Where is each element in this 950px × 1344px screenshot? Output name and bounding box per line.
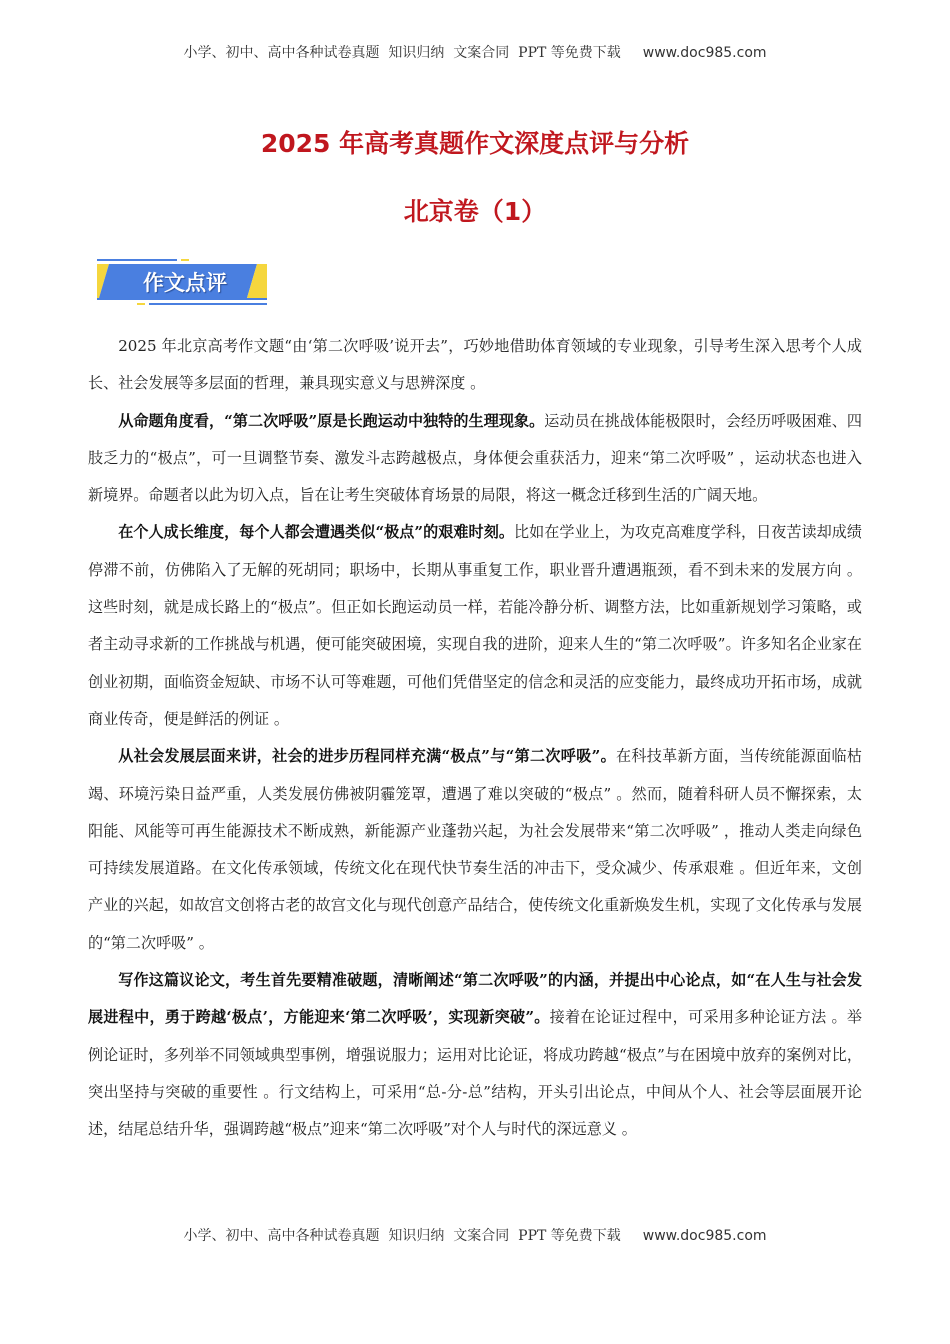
page-header xyxy=(0,42,950,62)
paragraph-text: 运动员在挑战体能极限时，会经历呼吸困难、四肢乏力的“极点”，可一旦调整节奏、激发斗志跨越极点，身体便会重获活力，迎来“第二次呼吸” ，运动状态也进入新境界。命题者以此为切入点，旨在让考生突破体育场景的局限，将这一概念迁移到生活的广阔天地。 xyxy=(88,411,862,505)
section-banner xyxy=(97,258,267,306)
document-body xyxy=(88,328,862,1149)
paragraph-text: 2025 年北京高考作文题“由‘第二次呼吸’说开去”，巧妙地借助体育领域的专业现象，引导考生深入思考个人成长、社会发展等多层面的哲理，兼具现实意义与思辨深度 。 xyxy=(88,337,862,393)
footer-url[interactable]: www.doc985.com xyxy=(642,1228,767,1244)
paragraph xyxy=(88,328,862,403)
page-footer xyxy=(0,1225,950,1245)
paragraph-text: 接着在论证过程中，可采用多种论证方法 。举例论证时，多列举不同领域典型事例，增强说服力；运用对比论证，将成功跨越“极点”与在困境中放弃的案例对比，突出坚持与突破的重要性 。行文结构上，可采用“总-分-总”结构，开头引出论点，中间从个人、社会等层面展开论述，结尾总结升华，强调跨越“极点”迎来“第二次呼吸”对个人与时代的深远意义 。 xyxy=(88,1008,863,1139)
paragraph xyxy=(88,403,862,515)
paragraph-text: 比如在学业上，为攻克高难度学科，日夜苦读却成绩停滞不前，仿佛陷入了无解的死胡同；职场中，长期从事重复工作，职业晋升遭遇瓶颈，看不到未来的发展方向 。这些时刻，就是成长路上的“极点”。但正如长跑运动员一样，若能冷静分析、调整方法，比如重新规划学习策略，或者主动寻求新的工作挑战与机遇，便可能突破困境，实现自我的进阶，迎来人生的“第二次呼吸”。许多知名企业家在创业初期，面临资金短缺、市场不认可等难题，可他们凭借坚定的信念和灵活的应变能力，最终成功开拓市场，成就商业传奇，便是鲜活的例证 。 xyxy=(88,523,862,728)
footer-text: 小学、初中、高中各种试卷真题 知识归纳 文案合同 PPT 等免费下载 xyxy=(183,1228,621,1244)
document-subtitle: 北京卷（1） xyxy=(403,197,547,226)
paragraph xyxy=(88,738,862,962)
paragraph-lead: 写作这篇议论文，考生首先要精准破题，清晰阐述“第二次呼吸”的内涵，并提出中心论点，如“在人生与社会发展进程中，勇于跨越‘极点’，方能迎来‘第二次呼吸’，实现新突破”。 xyxy=(88,971,862,1027)
paragraph-lead: 从社会发展层面来讲，社会的进步历程同样充满“极点”与“第二次呼吸”。 xyxy=(118,747,616,766)
header-text: 小学、初中、高中各种试卷真题 知识归纳 文案合同 PPT 等免费下载 xyxy=(183,45,621,61)
paragraph-lead: 从命题角度看，“第二次呼吸”原是长跑运动中独特的生理现象。 xyxy=(118,411,545,430)
banner-label: 作文点评 xyxy=(143,271,227,295)
paragraph-lead: 在个人成长维度，每个人都会遭遇类似“极点”的艰难时刻。 xyxy=(118,523,514,542)
document-title: 2025 年高考真题作文深度点评与分析 xyxy=(260,129,690,158)
paragraph xyxy=(88,514,862,738)
paragraph xyxy=(88,962,862,1148)
header-url[interactable]: www.doc985.com xyxy=(642,45,767,61)
paragraph-text: 在科技革新方面，当传统能源面临枯竭、环境污染日益严重，人类发展仿佛被阴霾笼罩，遭遇了难以突破的“极点” 。然而，随着科研人员不懈探索，太阳能、风能等可再生能源技术不断成熟，新能源产业蓬勃兴起，为社会发展带来“第二次呼吸” ，推动人类走向绿色可持续发展道路。在文化传承领域，传统文化在现代快节奏生活的冲击下，受众减少、传承艰难 。但近年来，文创产业的兴起，如故宫文创将古老的故宫文化与现代创意产品结合，使传统文化重新焕发生机，实现了文化传承与发展的“第二次呼吸” 。 xyxy=(88,747,862,952)
